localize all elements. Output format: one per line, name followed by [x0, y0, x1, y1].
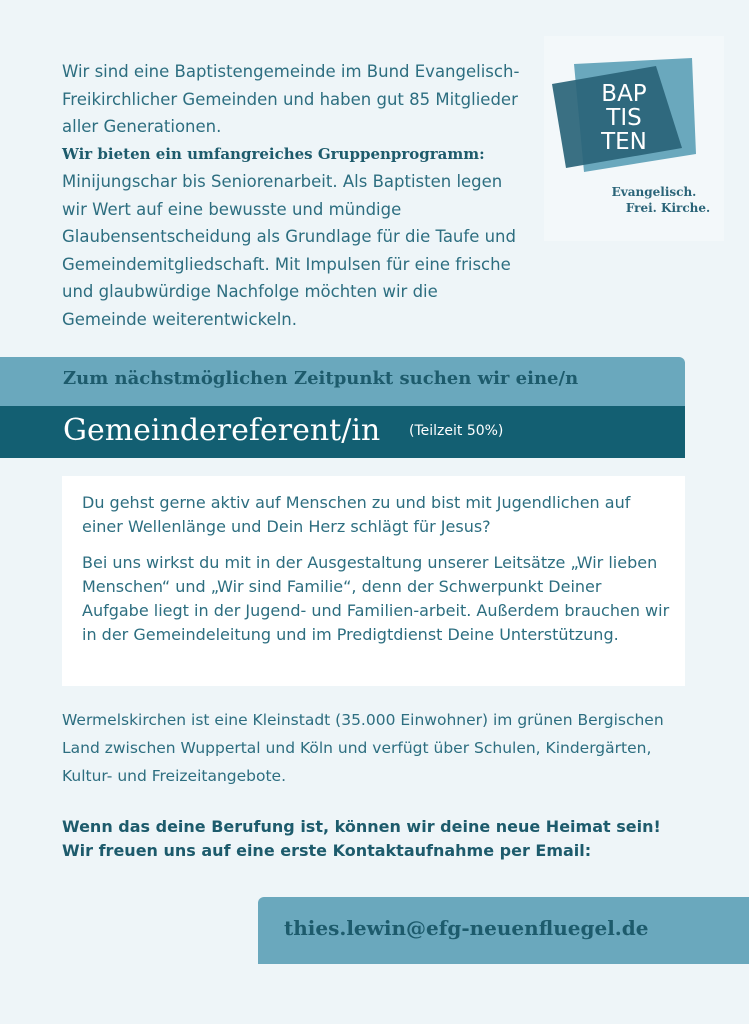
intro-text: Wir sind eine Baptistengemeinde im Bund Evangelisch-Freikirchlicher Gemeinden und haben gut 85 Mitglieder aller Generationen. — [62, 62, 520, 136]
logo-line-1: BAP — [601, 81, 647, 107]
job-title: Gemeindereferent/in — [63, 413, 381, 448]
job-description-box — [62, 476, 685, 686]
program-text: Minijungschar bis Seniorenarbeit. Als Baptisten legen wir Wert auf eine bewusste und mündige Glaubensentscheidung als Grundlage für die Taufe und Gemeindemitgliedschaft. Mit Impulsen für eine frische und glaubwürdige Nachfolge möchten wir die Gemeinde weiterentwickeln. — [62, 172, 516, 329]
call-line-1: Wenn das deine Berufung ist, können wir deine neue Heimat sein! — [62, 817, 661, 836]
job-intro: Zum nächstmöglichen Zeitpunkt suchen wir eine/n — [63, 368, 579, 389]
description-paragraph-1: Du gehst gerne aktiv auf Menschen zu und bist mit Jugendlichen auf einer Wellenlänge und Dein Herz schlägt für Jesus? — [82, 493, 631, 536]
program-heading: Wir bieten ein umfangreiches Gruppenprogramm: — [62, 144, 485, 163]
job-parttime: (Teilzeit 50%) — [409, 423, 504, 439]
baptisten-logo — [544, 36, 724, 241]
town-description: Wermelskirchen ist eine Kleinstadt (35.000 Einwohner) im grünen Bergischen Land zwischen Wuppertal und Köln und verfügt über Schulen, Kindergärten, Kultur- und Freizeitangebote. — [62, 711, 664, 785]
job-intro-band — [0, 357, 685, 406]
intro-section — [62, 58, 522, 333]
description-paragraph-2: Bei uns wirkst du mit in der Ausgestaltung unserer Leitsätze „Wir lieben Menschen“ und „Wir sind Familie“, denn der Schwerpunkt Deiner Aufgabe liegt in der Jugend- und Familien-arbeit. Außerdem brauchen wir in der Gemeindeleitung und im Predigtdienst Deine Unterstützung. — [82, 553, 670, 644]
logo-tagline-2: Frei. Kirche. — [625, 201, 711, 215]
job-title-band — [0, 406, 685, 458]
logo-line-2: TIS — [606, 105, 642, 131]
call-line-2: Wir freuen uns auf eine erste Kontaktaufnahme per Email: — [62, 841, 592, 860]
call-to-action — [62, 815, 722, 863]
logo-tagline-1: Evangelisch. — [611, 185, 697, 199]
email-band — [258, 897, 749, 964]
logo-graphic — [544, 36, 724, 241]
logo-line-3: TEN — [601, 129, 647, 155]
contact-email-link[interactable]: thies.lewin@efg-neuenfluegel.de — [284, 916, 649, 940]
